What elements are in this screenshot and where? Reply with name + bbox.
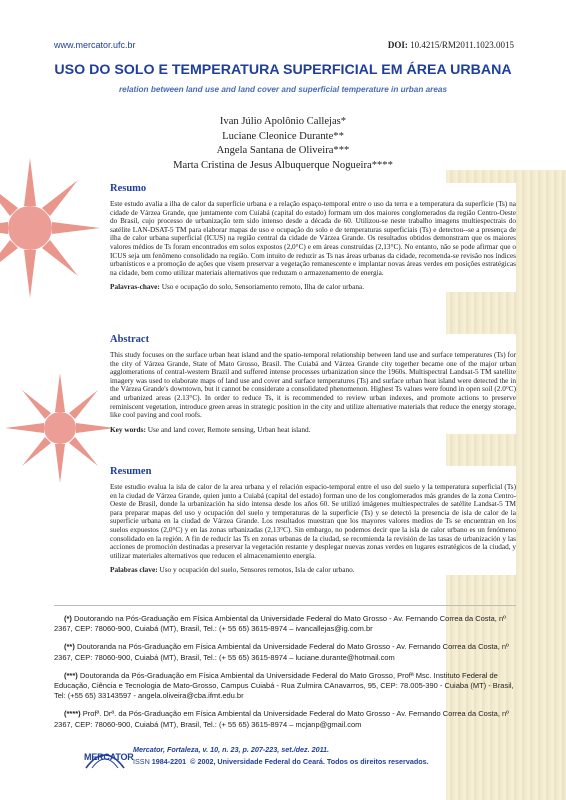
issn-value: 1984-2201 bbox=[151, 757, 187, 766]
article-subtitle: relation between land use and land cover and superficial temperature in urban areas bbox=[118, 85, 448, 94]
footnote-mark: (****) bbox=[64, 709, 81, 719]
footnote-mark: (**) bbox=[64, 642, 75, 652]
doi-label: DOI: bbox=[387, 40, 408, 50]
author: Angela Santana de Oliveira*** bbox=[216, 145, 350, 157]
resumo-text: Este estudo avalia a ilha de calor da superfície urbana e a relação espaço-temporal entre o uso da terra e a temperatura da superfície (Ts) na cidade de Várzea Grande, que juntamente com Cuiabá (capital do estado) formam um dos maiores conglomerados da região Centro-Oeste do Brasil, cujo processo de urbanização tem sido intenso desde a década de 60. Utilizou-se neste trabalho imagens multiespectrais do satélite LAN-DSAT-5 TM para elaborar mapas de uso e ocupação do solo e de temperaturas superficiais (Ts) e detectou--se a presença de ilha de calor urbana superficial (ICUS) na região central da cidade de Várzea Grande. Os resultados obtidos demonstram que os maiores valores médios de Ts foram encontrados em solos expostos (2,0°C) e em áreas construídas (2,13°C). No entanto, não se pode afirmar que o ICUS seja um fenômeno consolidado na região. Com intuito de reduzir as Ts nas áreas urbanas da cidade, recomenda-se revisão nos índices urbanísticos e a promoção de ações que visem preservar a vegetação remanescente e implantar novas áreas verdes em posições estratégicas na cidade, bem como utilizar materiais alternativos que reduzam o armazenamento de energia. bbox=[110, 200, 516, 277]
abstract-keywords bbox=[110, 426, 516, 435]
footnote bbox=[54, 642, 516, 662]
citation: Mercator, Fortaleza, v. 10, n. 23, p. 207-223, set./dez. 2011. bbox=[133, 745, 330, 754]
footnote-text: Doutoranda na Pós-Graduação em Física Ambiental da Universidade Federal do Mato Grosso - Av. Fernando Correa da Costa, nº 2367, CEP: 78060-900, Cuiabá (MT), Brasil, Tel.: (+ 55 65) 3615-8974 – luciane.durante@hotmail.com bbox=[54, 642, 509, 662]
author: Luciane Cleonice Durante** bbox=[222, 130, 344, 142]
issn-label: ISSN bbox=[133, 757, 150, 766]
resumen-keywords bbox=[110, 566, 516, 575]
resumen-heading: Resumen bbox=[110, 466, 152, 477]
footnote-text: Profª. Drª. da Pós-Graduação em Física Ambiental da Universidade Federal do Mato Grosso - Av. Fernando Correa da Costa, nº 2367, CEP: 78060-900, Cuiabá (MT), Brasil, Tel.: (+ 55 65) 3615-8974 – mcjanp@gmail.com bbox=[54, 709, 509, 729]
issn-copyright bbox=[133, 756, 429, 768]
resumo-keywords bbox=[110, 283, 516, 292]
author: Marta Cristina de Jesus Albuquerque Nogueira**** bbox=[173, 159, 393, 171]
keywords-label: Palabras clave: bbox=[110, 565, 158, 575]
keywords-label: Palavras-chave: bbox=[110, 282, 160, 292]
abstract-heading: Abstract bbox=[110, 334, 150, 345]
resumo-heading: Resumo bbox=[110, 183, 147, 194]
abstract-text: This study focuses on the surface urban heat island and the spatio-temporal relationship between land use and surface temperatures (Ts) for the city of Várzea Grande, State of Mato Grosso, Brasil. The Cuiabá and Várzea Grande city together became one of the major urban agglomerations of central-western Brazil and suffered intense processes urbanization since the 1960s. Multispectral Landsat-5 TM satellite imagery was used to elaborate maps of land use and cover and surface temperatures (Ts) and surface urban heat island were detected the in the Várzea Grande's downtown, but it cannot be considerate a consolidated phenomenon. Highest Ts values were found in open soil (2.0°C) and urbanized areas (2.13°C). In order to reduce Ts, it is recommended to review urban indexes, and promote actions to preserve reminiscent vegetation, introduce green areas in strategic position in the city and utilize alternative materials that reduce the energy storage, like cool paving and cool roofs. bbox=[110, 351, 516, 420]
resumen-section bbox=[110, 466, 516, 575]
journal-url[interactable]: www.mercator.ufc.br bbox=[54, 40, 136, 50]
footnote-mark: (***) bbox=[64, 670, 78, 680]
footnote bbox=[54, 614, 516, 634]
keywords-text: Uso e ocupação do solo, Sensoriamento remoto, Ilha de calor urbana. bbox=[161, 282, 365, 292]
footnote bbox=[54, 709, 516, 729]
resumo-section bbox=[110, 183, 516, 292]
decorative-sun-illustration bbox=[0, 118, 128, 598]
article-title: USO DO SOLO E TEMPERATURA SUPERFICIAL EM ÁREA URBANA bbox=[54, 62, 512, 78]
author-footnotes bbox=[54, 605, 516, 738]
keywords-text: Uso y ocupación del suelo, Sensores remotos, Isla de calor urbano. bbox=[159, 565, 355, 575]
keywords-text: Use and land cover, Remote sensing, Urban heat island. bbox=[147, 424, 311, 434]
resumen-text: Este estudio evalua la isla de calor de la area urbana y el relación espacio-temporal entre el uso del suelo y la temperatura superficial (Ts) en la ciudad de Várzea Grande, quien junto a Cuiabá (capital del estado) forman uno de los conglomerados más grandes de la zona Centro-Oeste de Brasil, donde la urbanización ha sido intensa desde los años 60. Se utilizó imágenes multiespectrales de satélite Landsat-5 TM para preparar mapas del uso y ocupación del suelo y temperaturas de la superficie (Ts) y se detectó la presencia de isla de calor de la superficie urbana en la ciudad de Várzea Grande. Los resultados muestran que los mayores valores medios de Ts se encuentran en los suelos expuestos (2,0°C) y en las zonas urbanizadas (2,13°C). Sin embargo, no podemos decir que la isla de calor urbano es un fenómeno consolidado en la región. A fin de reducir las Ts en zonas urbanas de la ciudad, se recomienda la revisión de las tasas de urbanización y las acciones de promoción destinadas a preservar la vegetación restante y desplegar nuevas zonas verdes en lugares estratégicos de la ciudad, y utilizar materiales alternativos que reducen el almacenamiento energía. bbox=[110, 483, 516, 560]
footnote-mark: (*) bbox=[64, 614, 72, 623]
abstract-section bbox=[110, 334, 516, 434]
keywords-label: Key words: bbox=[110, 424, 146, 434]
footnote-text: Doutoranda da Pós-Graduação em Física Ambiental da Universidade Federal do Mato Grosso, Profª Msc. Instituto Federal de Educação, Ciência e Tecnologia de Mato-Grosso, Campus Cuiabá - Rua Zulmira CAnavarros, 95, CEP: 78.005-390 - Cuiaba (MT) - Brasil, Tel: (+55 65) 33143597 - angela.oliveira@cba.ifmt.edu.br bbox=[54, 670, 514, 701]
copyright: © 2002, Universidade Federal do Ceará. Todos os direitos reservados. bbox=[190, 757, 429, 766]
author: Ivan Júlio Apolônio Callejas* bbox=[219, 116, 347, 127]
author-list bbox=[0, 115, 566, 173]
footnote bbox=[54, 671, 516, 702]
doi bbox=[388, 40, 514, 50]
doi-value[interactable]: 10.4215/RM2011.1023.0015 bbox=[410, 40, 514, 50]
footnote-text: Doutorando na Pós-Graduação em Física Ambiental da Universidade Federal do Mato Grosso - Av. Fernando Correa da Costa, nº 2367, CEP: 78060-900, Cuiabá (MT), Brasil, Tel.: (+ 55 65) 3615-8974 – ivancallejas@ig.com.br bbox=[54, 614, 506, 634]
journal-footer bbox=[133, 744, 429, 768]
mercator-logo-text: MERCATOR bbox=[84, 752, 134, 762]
